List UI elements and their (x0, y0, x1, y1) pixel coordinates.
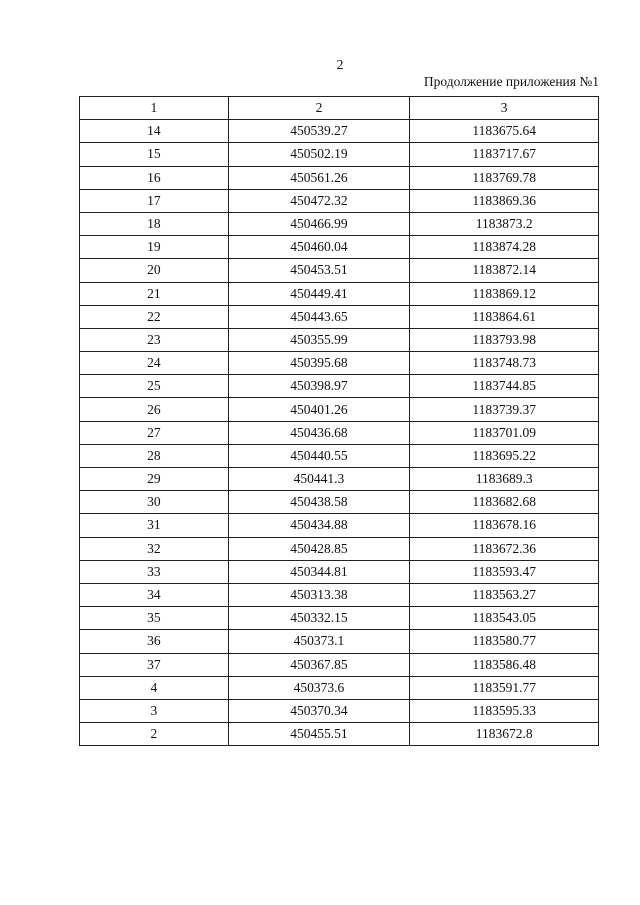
point-number-cell: 24 (80, 352, 229, 375)
point-number-cell: 15 (80, 143, 229, 166)
table-row (80, 375, 599, 398)
table-row (80, 607, 599, 630)
table-row (80, 560, 599, 583)
y-coordinate-cell: 1183869.36 (410, 189, 599, 212)
table-row (80, 143, 599, 166)
table-row (80, 166, 599, 189)
table-row (80, 583, 599, 606)
table-row (80, 421, 599, 444)
x-coordinate-cell: 450466.99 (228, 212, 410, 235)
point-number-cell: 16 (80, 166, 229, 189)
point-number-cell: 20 (80, 259, 229, 282)
point-number-cell: 23 (80, 328, 229, 351)
y-coordinate-cell: 1183739.37 (410, 398, 599, 421)
y-coordinate-cell: 1183717.67 (410, 143, 599, 166)
x-coordinate-cell: 450440.55 (228, 444, 410, 467)
column-header-2: 2 (228, 97, 410, 120)
point-number-cell: 30 (80, 491, 229, 514)
table-row (80, 676, 599, 699)
table-row (80, 699, 599, 722)
x-coordinate-cell: 450460.04 (228, 236, 410, 259)
table-body (80, 120, 599, 746)
table-row (80, 236, 599, 259)
x-coordinate-cell: 450344.81 (228, 560, 410, 583)
x-coordinate-cell: 450313.38 (228, 583, 410, 606)
point-number-cell: 22 (80, 305, 229, 328)
x-coordinate-cell: 450502.19 (228, 143, 410, 166)
x-coordinate-cell: 450428.85 (228, 537, 410, 560)
y-coordinate-cell: 1183580.77 (410, 630, 599, 653)
x-coordinate-cell: 450395.68 (228, 352, 410, 375)
table-row (80, 352, 599, 375)
y-coordinate-cell: 1183675.64 (410, 120, 599, 143)
table-row (80, 189, 599, 212)
y-coordinate-cell: 1183672.8 (410, 723, 599, 746)
point-number-cell: 19 (80, 236, 229, 259)
table-header-row (80, 97, 599, 120)
x-coordinate-cell: 450453.51 (228, 259, 410, 282)
table-row (80, 212, 599, 235)
point-number-cell: 17 (80, 189, 229, 212)
point-number-cell: 26 (80, 398, 229, 421)
point-number-cell: 35 (80, 607, 229, 630)
y-coordinate-cell: 1183689.3 (410, 468, 599, 491)
table-row (80, 282, 599, 305)
y-coordinate-cell: 1183591.77 (410, 676, 599, 699)
y-coordinate-cell: 1183864.61 (410, 305, 599, 328)
table-row (80, 328, 599, 351)
column-header-3: 3 (410, 97, 599, 120)
x-coordinate-cell: 450561.26 (228, 166, 410, 189)
point-number-cell: 18 (80, 212, 229, 235)
point-number-cell: 3 (80, 699, 229, 722)
x-coordinate-cell: 450449.41 (228, 282, 410, 305)
table-row (80, 305, 599, 328)
table-row (80, 630, 599, 653)
point-number-cell: 31 (80, 514, 229, 537)
y-coordinate-cell: 1183748.73 (410, 352, 599, 375)
continuation-label: Продолжение приложения №1 (423, 74, 599, 89)
x-coordinate-cell: 450441.3 (228, 468, 410, 491)
y-coordinate-cell: 1183593.47 (410, 560, 599, 583)
y-coordinate-cell: 1183869.12 (410, 282, 599, 305)
point-number-cell: 2 (80, 723, 229, 746)
x-coordinate-cell: 450472.32 (228, 189, 410, 212)
point-number-cell: 4 (80, 676, 229, 699)
table-row (80, 259, 599, 282)
x-coordinate-cell: 450367.85 (228, 653, 410, 676)
column-header-1: 1 (80, 97, 229, 120)
table-row (80, 444, 599, 467)
table-row (80, 120, 599, 143)
x-coordinate-cell: 450438.58 (228, 491, 410, 514)
table-row (80, 537, 599, 560)
point-number-cell: 29 (80, 468, 229, 491)
point-number-cell: 34 (80, 583, 229, 606)
y-coordinate-cell: 1183701.09 (410, 421, 599, 444)
point-number-cell: 27 (80, 421, 229, 444)
coordinates-table (79, 96, 599, 746)
y-coordinate-cell: 1183672.36 (410, 537, 599, 560)
x-coordinate-cell: 450436.68 (228, 421, 410, 444)
x-coordinate-cell: 450355.99 (228, 328, 410, 351)
y-coordinate-cell: 1183744.85 (410, 375, 599, 398)
table-row (80, 491, 599, 514)
point-number-cell: 25 (80, 375, 229, 398)
x-coordinate-cell: 450373.1 (228, 630, 410, 653)
point-number-cell: 14 (80, 120, 229, 143)
table-row (80, 398, 599, 421)
y-coordinate-cell: 1183563.27 (410, 583, 599, 606)
point-number-cell: 36 (80, 630, 229, 653)
y-coordinate-cell: 1183873.2 (410, 212, 599, 235)
x-coordinate-cell: 450398.97 (228, 375, 410, 398)
x-coordinate-cell: 450401.26 (228, 398, 410, 421)
point-number-cell: 28 (80, 444, 229, 467)
x-coordinate-cell: 450539.27 (228, 120, 410, 143)
point-number-cell: 21 (80, 282, 229, 305)
y-coordinate-cell: 1183586.48 (410, 653, 599, 676)
y-coordinate-cell: 1183678.16 (410, 514, 599, 537)
y-coordinate-cell: 1183595.33 (410, 699, 599, 722)
y-coordinate-cell: 1183872.14 (410, 259, 599, 282)
y-coordinate-cell: 1183682.68 (410, 491, 599, 514)
y-coordinate-cell: 1183874.28 (410, 236, 599, 259)
x-coordinate-cell: 450443.65 (228, 305, 410, 328)
point-number-cell: 37 (80, 653, 229, 676)
x-coordinate-cell: 450455.51 (228, 723, 410, 746)
table-row (80, 653, 599, 676)
y-coordinate-cell: 1183543.05 (410, 607, 599, 630)
y-coordinate-cell: 1183769.78 (410, 166, 599, 189)
table-row (80, 723, 599, 746)
y-coordinate-cell: 1183793.98 (410, 328, 599, 351)
x-coordinate-cell: 450434.88 (228, 514, 410, 537)
x-coordinate-cell: 450373.6 (228, 676, 410, 699)
point-number-cell: 32 (80, 537, 229, 560)
page-number: 2 (336, 58, 344, 73)
x-coordinate-cell: 450332.15 (228, 607, 410, 630)
y-coordinate-cell: 1183695.22 (410, 444, 599, 467)
table-row (80, 514, 599, 537)
table-row (80, 468, 599, 491)
x-coordinate-cell: 450370.34 (228, 699, 410, 722)
point-number-cell: 33 (80, 560, 229, 583)
